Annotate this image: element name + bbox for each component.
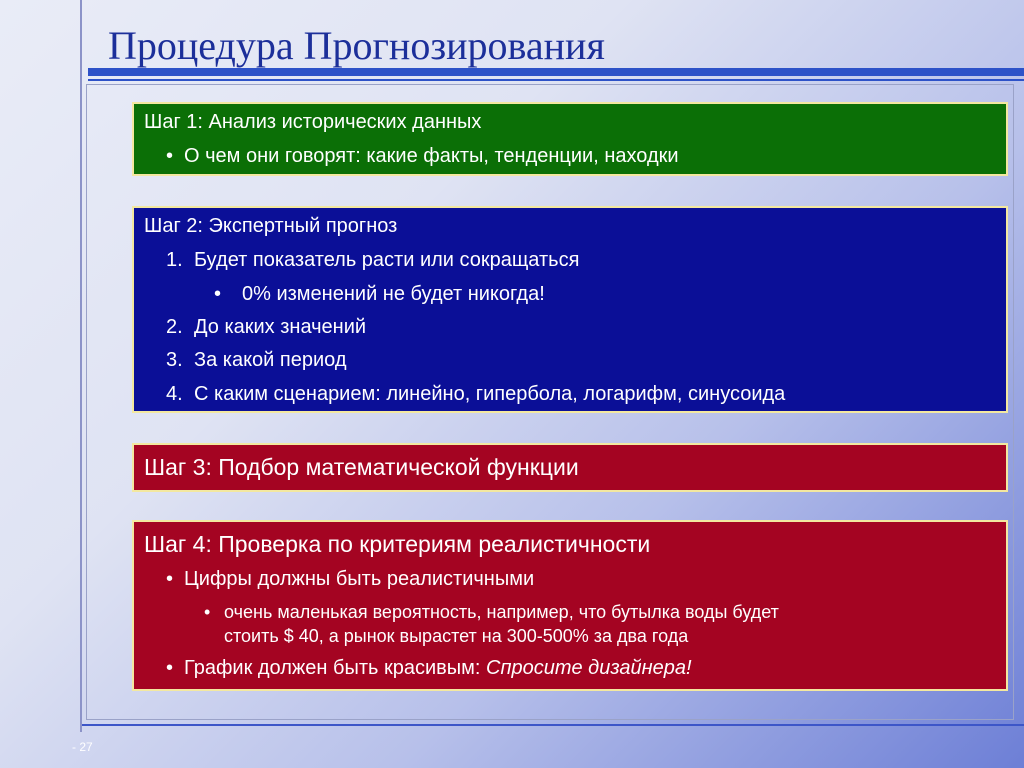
step2-sub-bullet: 0% изменений не будет никогда! — [242, 283, 545, 305]
step4-bullet-2-mark: • — [166, 657, 174, 679]
step4-bullet-1: Цифры должны быть реалистичными — [184, 568, 535, 590]
step4-sub-bullet-line-2: стоить $ 40, а рынок вырастет на 300-500% за два года — [224, 626, 689, 646]
step2-heading: Шаг 2: Экспертный прогноз — [144, 215, 398, 237]
content-frame-bottom-rule — [82, 724, 1024, 726]
title-underline-thin — [88, 79, 1024, 81]
step2-item-1: Будет показатель расти или сокращаться — [194, 249, 580, 271]
step4-heading: Шаг 4: Проверка по критериям реалистичности — [144, 531, 651, 557]
step2-sub-bullet-mark: • — [214, 283, 222, 305]
step4-bullet-1-mark: • — [166, 568, 174, 590]
step2-item-4-number: 4. — [166, 383, 183, 405]
step4-bullet-2-italic: Спросите дизайнера! — [486, 657, 692, 679]
slide-title: Процедура Прогнозирования — [108, 23, 605, 68]
slide-number: - 27 — [72, 740, 93, 754]
title-underline-thick — [88, 68, 1024, 76]
step2-item-3-number: 3. — [166, 349, 183, 371]
step1-bullet-mark: • — [166, 145, 174, 167]
step1-bullet: О чем они говорят: какие факты, тенденции, находки — [184, 145, 679, 167]
step4-bullet-2 — [184, 657, 692, 680]
step4-box — [132, 520, 1008, 691]
step3-heading: Шаг 3: Подбор математической функции — [144, 454, 579, 480]
step1-box — [132, 102, 1008, 176]
step4-sub-bullet-line-1: очень маленькая вероятность, например, что бутылка воды будет — [224, 602, 779, 622]
step2-item-3: За какой период — [194, 349, 347, 371]
step2-item-1-number: 1. — [166, 249, 183, 271]
step2-box — [132, 206, 1008, 413]
step1-heading: Шаг 1: Анализ исторических данных — [144, 111, 482, 133]
step2-item-4: С каким сценарием: линейно, гипербола, логарифм, синусоида — [194, 383, 786, 405]
step4-sub-bullet-mark: • — [204, 602, 211, 622]
step2-item-2: До каких значений — [194, 316, 367, 338]
left-vertical-rule — [80, 0, 82, 732]
step3-box — [132, 443, 1008, 492]
step4-bullet-2-prefix: График должен быть красивым: — [184, 657, 487, 679]
step2-item-2-number: 2. — [166, 316, 183, 338]
